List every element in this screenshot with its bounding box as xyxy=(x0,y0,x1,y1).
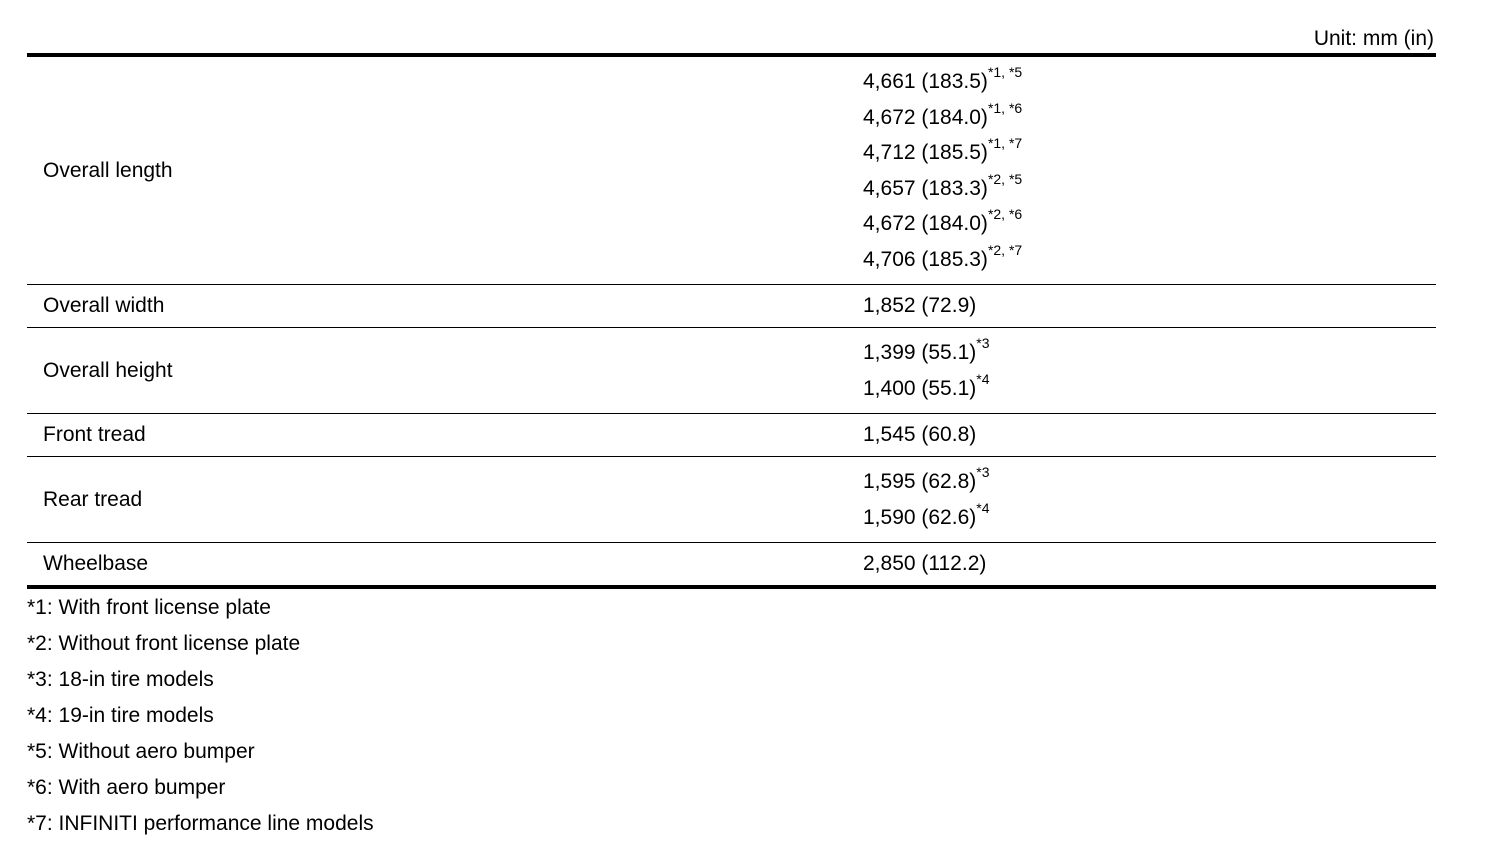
value-line: 4,672 $(184.0)^{*2, *6}$ xyxy=(863,206,1023,235)
footnotes xyxy=(27,590,374,842)
unit-label: Unit: mm (in) xyxy=(1313,27,1434,50)
value-line: 1,590 $(62.6)^{*4}$ xyxy=(863,499,990,529)
footnote-ref: *4 xyxy=(976,370,990,387)
footnote: *5: Without aero bumper xyxy=(27,740,255,763)
footnote: *4: 19-in tire models xyxy=(27,704,214,727)
footnote: *6: With aero bumper xyxy=(27,776,226,799)
footnote-ref: *2, *7 xyxy=(987,241,1023,258)
row-values xyxy=(863,414,1436,457)
value-line: 1,852 (72.9) xyxy=(863,294,977,318)
footnote-ref: *3 xyxy=(976,335,990,351)
row-values xyxy=(863,55,1436,285)
footnote: *3: 18-in tire models xyxy=(27,668,214,691)
row-label: Front tread xyxy=(27,414,863,457)
value-line: 1,399 $(55.1)^{*3}$ xyxy=(863,335,990,364)
row-values xyxy=(863,457,1436,543)
footnote-ref: *2, *6 xyxy=(987,206,1023,222)
table-row-rear-tread xyxy=(27,457,1436,543)
value-line: 4,706 $(185.3)^{*2, *7}$ xyxy=(863,241,1023,271)
value-line: 4,657 $(183.3)^{*2, *5}$ xyxy=(863,170,1023,200)
row-values xyxy=(863,285,1436,328)
row-label: Overall height xyxy=(27,328,863,414)
footnote: *2: Without front license plate xyxy=(27,632,301,655)
value-line: 4,661 $(183.5)^{*1, *5}$ xyxy=(863,64,1023,93)
row-values xyxy=(863,328,1436,414)
row-label: Wheelbase xyxy=(27,543,863,588)
footnote-ref: *1, *6 xyxy=(987,99,1023,116)
footnote-ref: *2, *5 xyxy=(987,170,1023,187)
row-values xyxy=(863,543,1436,588)
table-row-overall-width xyxy=(27,285,1436,328)
row-label: Overall length xyxy=(43,158,173,182)
footnote-ref: *4 xyxy=(976,499,990,516)
footnote: *7: INFINITI performance line models xyxy=(27,812,374,835)
value-line: 1,400 $(55.1)^{*4}$ xyxy=(863,370,990,400)
row-label: Rear tread xyxy=(27,457,863,543)
value-line: 1,545 (60.8) xyxy=(863,423,977,447)
row-label: Overall width xyxy=(27,285,863,328)
dimensions-table xyxy=(27,53,1436,589)
table-row-overall-height xyxy=(27,328,1436,414)
value-line: 2,850 (112.2) xyxy=(863,552,987,576)
table-row-wheelbase xyxy=(27,543,1436,588)
table-row-overall-length xyxy=(27,55,1436,285)
footnote-ref: *3 xyxy=(976,464,990,480)
footnote: *1: With front license plate xyxy=(27,596,271,619)
table-row-front-tread xyxy=(27,414,1436,457)
value-line: 4,672 $(184.0)^{*1, *6}$ xyxy=(863,99,1023,129)
footnote-ref: *1, *5 xyxy=(987,64,1023,80)
value-line: 1,595 $(62.8)^{*3}$ xyxy=(863,464,990,493)
footnote-ref: *1, *7 xyxy=(987,135,1023,151)
value-line: 4,712 $(185.5)^{*1, *7}$ xyxy=(863,135,1023,164)
